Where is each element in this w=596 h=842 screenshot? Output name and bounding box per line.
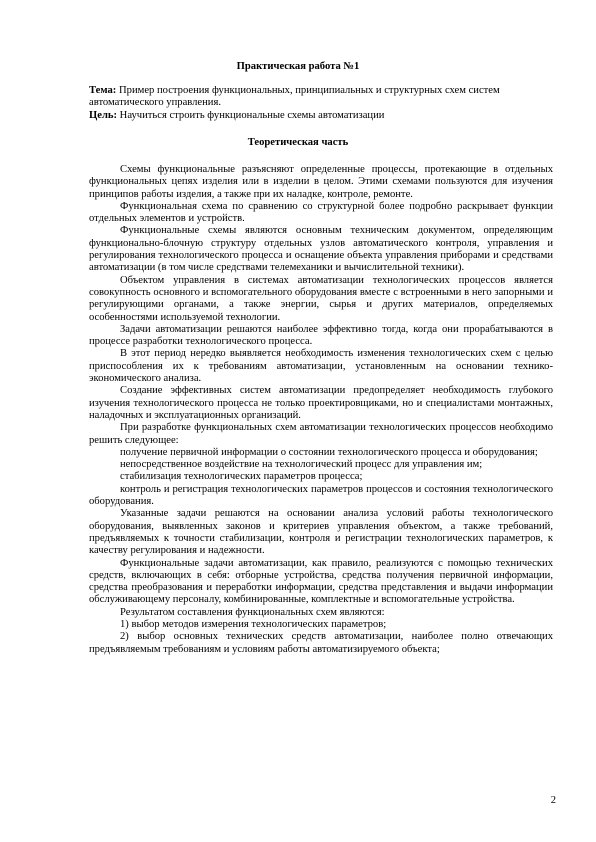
paragraph: Функциональные задачи автоматизации, как правило, реализуются с помощью технических средств, включающих в себя: отборные устройства, средства получения первичной информации, средства преобразования и переработки информации, средства представления и выдачи информации обслуживающему персоналу, комбинированные, комплектные и вспомогательные устройства. bbox=[89, 557, 553, 606]
paragraph: Задачи автоматизации решаются наиболее эффективно тогда, когда они прорабатываются в процессе разработки технологического процесса. bbox=[89, 323, 553, 348]
topic-line bbox=[89, 85, 509, 110]
topic-text: Пример построения функциональных, принципиальных и структурных схем систем автоматического управления. bbox=[89, 85, 500, 109]
topic-label: Тема: bbox=[89, 85, 117, 96]
goal-text: Научиться строить функциональные схемы автоматизации bbox=[119, 110, 385, 121]
result-item: 1) выбор методов измерения технологических параметров; bbox=[120, 618, 387, 630]
goal-label: Цель: bbox=[89, 110, 118, 121]
page-number: 2 bbox=[550, 795, 556, 806]
paragraph: Функциональные схемы являются основным техническим документом, определяющим функционально-блочную структуру отдельных узлов автоматического контроля, управления и регулирования технологического процесса и оснащение объекта управления приборами и средствами автоматизации (в том числе средствами телемеханики и вычислительной техники). bbox=[89, 225, 553, 274]
paragraph: Объектом управления в системах автоматизации технологических процессов является совокупность основного и вспомогательного оборудования вместе с встроенными в него запорными и регулирующими органами, а также энергии, сырья и других материалов, определяемых особенностями используемой технологии. bbox=[89, 274, 553, 323]
paragraph: Схемы функциональные разъясняют определенные процессы, протекающие в отдельных функциональных цепях изделия или в изделии в целом. Этими схемами пользуются для изучения принципов работы изделия, а также при их наладке, контроле, ремонте. bbox=[89, 164, 553, 200]
paragraph: Указанные задачи решаются на основании анализа условий работы технологического оборудования, выявленных законов и критериев управления объектом, а также требований, предъявляемых к точности стабилизации, контроля и регистрации технологических параметров, к качеству регулирования и надежности. bbox=[89, 508, 553, 557]
paragraph: Функциональная схема по сравнению со структурной более подробно раскрывает функции отдельных элементов и устройств. bbox=[89, 200, 553, 225]
paragraph: Результатом составления функциональных схем являются: bbox=[120, 606, 385, 618]
task-item: контроль и регистрация технологических параметров процессов и состояния технологического оборудования. bbox=[89, 483, 553, 508]
paragraph: Создание эффективных систем автоматизации предопределяет необходимость глубокого изучения технологического процесса не только проектировщиками, но и специалистами монтажных, наладочных и эксплуатационных организаций. bbox=[89, 385, 553, 421]
page-title: Практическая работа №1 bbox=[236, 61, 360, 72]
body-text bbox=[89, 164, 553, 656]
task-item: стабилизация технологических параметров процесса; bbox=[120, 471, 363, 483]
task-item: непосредственное воздействие на технологический процесс для управления им; bbox=[120, 459, 483, 471]
section-title: Теоретическая часть bbox=[247, 137, 349, 148]
paragraph: При разработке функциональных схем автоматизации технологических процессов необходимо решить следующее: bbox=[89, 422, 553, 446]
task-item: получение первичной информации о состоянии технологического процесса и оборудования; bbox=[120, 446, 538, 458]
paragraph: В этот период нередко выявляется необходимость изменения технологических схем с целью приспособления их к требованиям автоматизации, установленным на основании технико-экономического анализа. bbox=[89, 348, 553, 385]
result-item: 2) выбор основных технических средств автоматизации, наиболее полно отвечающих предъявляемым требованиям и условиям работы автоматизируемого объекта; bbox=[89, 631, 553, 655]
goal-line bbox=[89, 110, 509, 122]
